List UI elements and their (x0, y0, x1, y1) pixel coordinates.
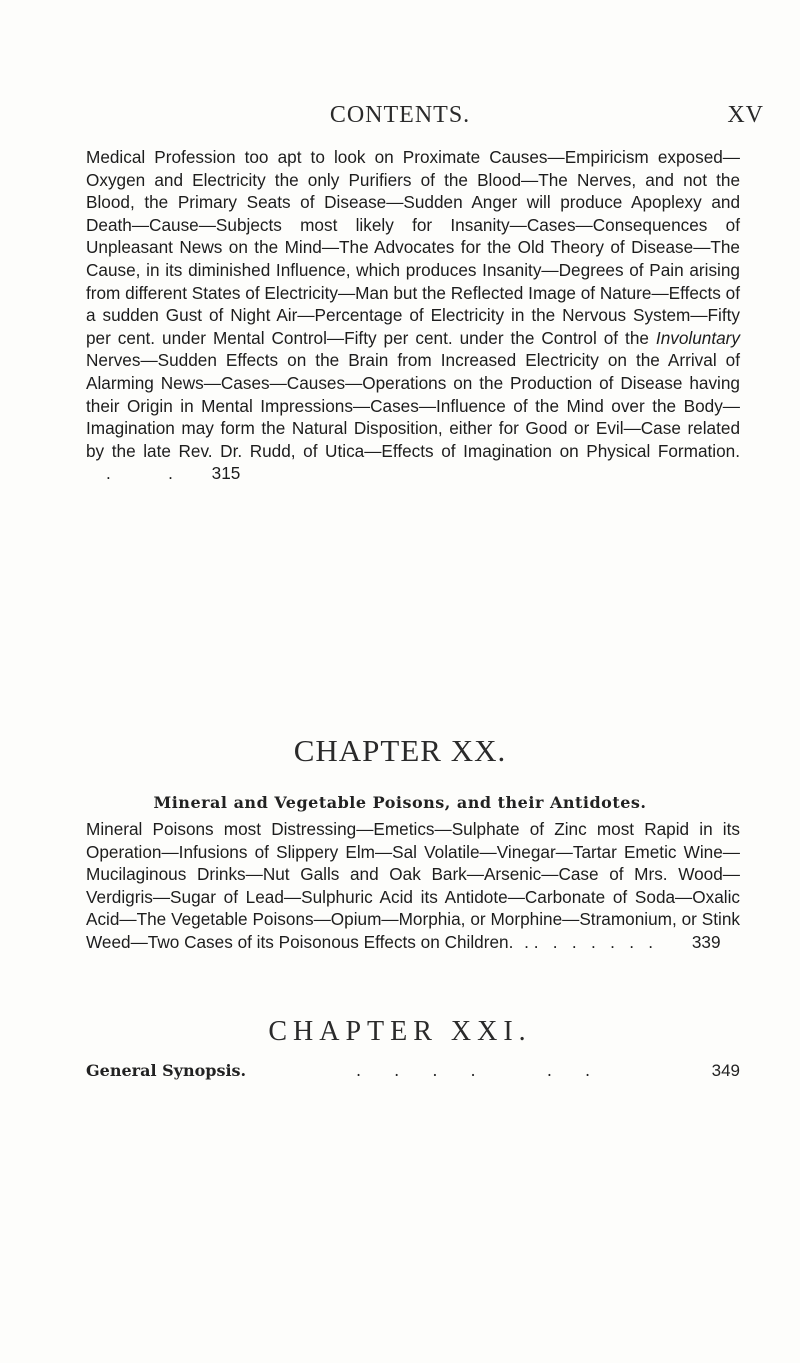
entry-text: Mineral Poisons most Distressing—Emetics—Sulphate of Zinc most Rapid in its Operation—Infusions of Slippery Elm—Sal Volatile—Vinegar—Tartar Emetic Wine—Mucilaginous Drinks—Nut Galls and Oak Bark—Arsenic—Case of Mrs. Wood—Verdigris—Sugar of Lead—Sulphuric Acid its Antidote—Carbonate of Soda—Oxalic Acid—The Vegetable Poisons—Opium—Morphia, or Morphine—Stramonium, or Stink Weed—Two Cases of its Poisonous Effects on Children. (86, 819, 740, 952)
entry-page-number: 349 (711, 1061, 740, 1080)
leader-dots: . . . . . . (356, 1061, 605, 1080)
leader-dots: . . (106, 463, 173, 484)
entry-text-italic: Involuntary (655, 327, 740, 348)
chapter-heading: CHAPTER XXI. (268, 1016, 532, 1047)
entry-text-continued: Nerves—Sudden Effects on the Brain from Increased Electricity on the Arrival of Alarming News—Cases—Causes—Operations on the Production of Disease having their Origin in Mental Impressions—Cases—Influence of the Mind over the Body—Imagination may form the Natural Disposition, either for Good or Evil—Case related by the late Rev. Dr. Rudd, of Utica—Effects of Imagination on Physical Formation. (86, 350, 740, 461)
running-head-page-number: XV (727, 102, 764, 128)
synopsis-label: General Synopsis. (86, 1061, 247, 1080)
contents-entry-chapter-20 (86, 818, 740, 954)
entry-page-number: 315 (211, 463, 241, 484)
contents-entry-chapter-19 (86, 146, 740, 485)
entry-page-number: 339 (691, 931, 721, 952)
running-head-title: CONTENTS. (329, 102, 471, 128)
chapter-heading: CHAPTER XX. (293, 733, 507, 768)
running-head (0, 102, 800, 132)
contents-entry-synopsis (86, 1061, 740, 1087)
leader-dots: . . . . . . . . (524, 931, 654, 952)
chapter-subtitle: Mineral and Vegetable Poisons, and their Antidotes. (153, 793, 647, 812)
entry-text: Medical Profession too apt to look on Proximate Causes—Empiricism exposed—Oxygen and Electricity the only Purifiers of the Blood—The Nerves, and not the Blood, the Primary Seats of Disease—Sudden Anger will produce Apoplexy and Death—Cause—Subjects most likely for Insanity—Cases—Consequences of Unpleasant News on the Mind—The Advocates for the Old Theory of Disease—The Cause, in its diminished Influence, which produces Insanity—Degrees of Pain arising from different States of Electricity—Man but the Reflected Image of Nature—Effects of a sudden Gust of Night Air—Percentage of Electricity in the Nervous System—Fifty per cent. under Mental Control—Fifty per cent. under the Control of the (86, 147, 740, 348)
